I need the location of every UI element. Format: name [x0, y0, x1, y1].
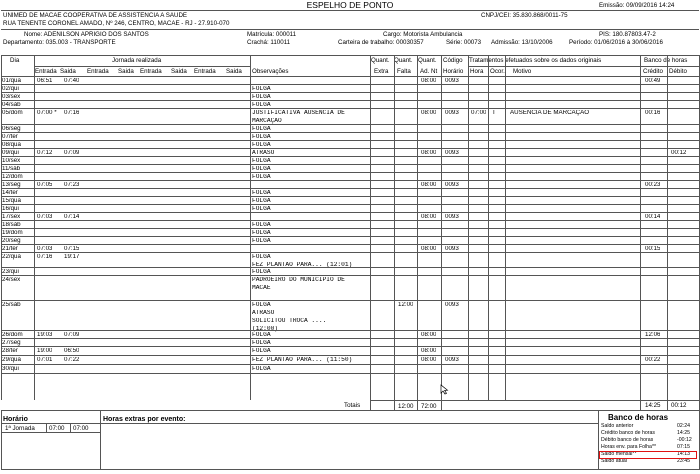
row-day: 19/dom: [2, 230, 23, 236]
row-day: 05/dom: [2, 110, 23, 116]
company-name: UNIMED DE MACAE COOPERATIVA DE ASSISTENCIA A SAUDE: [3, 12, 188, 19]
employee-cargo: Cargo: Motorista Ambulancia: [383, 31, 463, 38]
row-credito: 00:15: [645, 246, 661, 252]
document-title: ESPELHO DE PONTO: [306, 0, 394, 10]
row-saida: 07:23: [64, 182, 80, 188]
row-day: 17/sex: [2, 214, 21, 220]
row-observacao: FOLGA: [252, 198, 271, 204]
row-credito: 00:23: [645, 182, 661, 188]
col-tratamentos: Tratamentos efetuados sobre os dados originais: [469, 57, 602, 64]
banco-horas-title: Banco de horas: [608, 413, 669, 422]
row-day: 11/sáb: [2, 166, 21, 172]
employee-serie: Série: 00073: [446, 39, 482, 46]
row-saida: 19:17: [64, 254, 80, 260]
col-dia: Dia: [10, 57, 20, 64]
row-observacao: FOLGA: [252, 94, 271, 100]
employee-department: Departamento: 035.003 - TRANSPORTE: [3, 39, 116, 46]
banco-item-label: Saldo mensal**: [601, 451, 637, 457]
totals-falta: 12:00: [398, 403, 414, 410]
totals-debito: 00:12: [671, 402, 687, 409]
row-saida: 07:14: [64, 214, 80, 220]
row-motivo: AUSENCIA DE MARCAÇÃO: [510, 110, 590, 116]
row-adnt: 08:00: [421, 214, 437, 220]
row-observacao: JUSTIFICATIVA AUSENCIA DE: [252, 110, 345, 116]
row-observacao: FOLGA: [252, 332, 271, 338]
col-debito: Débito: [669, 68, 687, 75]
row-credito: 00:22: [645, 357, 661, 363]
employee-pis: PIS: 180.87803.47-2: [599, 31, 656, 38]
row-codigo: 0093: [445, 357, 459, 363]
row-day: 14/ter: [2, 190, 18, 196]
banco-item-value: -00:12: [677, 437, 692, 443]
horario-title: Horário: [3, 416, 28, 423]
row-falta: 12:00: [398, 302, 414, 308]
totals-adnt: 72:00: [421, 403, 437, 410]
row-day: 23/qui: [2, 269, 19, 275]
col-codigo: Código: [443, 57, 463, 64]
banco-item-label: Saldo atual: [601, 458, 627, 464]
col-credito: Crédito: [643, 68, 663, 75]
row-codigo: 0093: [445, 78, 459, 84]
company-address: RUA TENENTE CORONEL AMADO, Nº 246, CENTRO, MACAE - RJ - 27.910-070: [3, 20, 230, 27]
col-adnt: Ad. Nt: [420, 68, 438, 75]
row-observacao: FOLGA: [252, 158, 271, 164]
row-observacao: FOLGA: [252, 254, 271, 260]
row-observacao: FOLGA: [252, 126, 271, 132]
employee-periodo: Período: 01/06/2016 à 30/06/2016: [569, 39, 663, 46]
row-saida: 06:50: [64, 348, 80, 354]
row-adnt: 08:00: [421, 150, 437, 156]
row-adnt: 08:00: [421, 182, 437, 188]
col-quant-adnt-1: Quant.: [418, 57, 437, 64]
col-quant-extra-1: Quant.: [371, 57, 390, 64]
col-observacoes: Observações: [252, 68, 289, 75]
row-day: 28/ter: [2, 348, 18, 354]
banco-item-value: 14:13: [677, 451, 690, 457]
row-codigo: 0093: [445, 302, 459, 308]
mouse-cursor-icon: [440, 384, 450, 395]
row-observacao: FOLGA: [252, 206, 271, 212]
row-observacao: FOLGA: [252, 222, 271, 228]
row-day: 03/sex: [2, 94, 21, 100]
row-observacao: FEZ PLANTAO PARA... (12:01): [252, 262, 353, 268]
row-observacao: FOLGA: [252, 230, 271, 236]
row-hora: 07:00: [471, 110, 487, 116]
row-observacao: FOLGA: [252, 142, 271, 148]
row-observacao: FOLGA: [252, 348, 271, 354]
row-adnt: 08:00: [421, 332, 437, 338]
row-entrada: 07:01: [37, 357, 53, 363]
jornada-out: 07:00: [73, 425, 89, 432]
row-day: 27/seg: [2, 340, 21, 346]
row-debito: 00:12: [671, 150, 687, 156]
col-entrada-2: Entrada: [87, 68, 109, 75]
col-saida-3: Saida: [171, 68, 187, 75]
row-observacao: FOLGA: [252, 86, 271, 92]
row-observacao: MACAE: [252, 285, 271, 291]
employee-cracha: Crachá: 110011: [247, 39, 291, 46]
row-observacao: FOLGA: [252, 238, 271, 244]
col-saida-2: Saida: [118, 68, 134, 75]
banco-item-label: Horas env. para Folha**: [601, 444, 656, 450]
row-saida: 07:09: [64, 332, 80, 338]
row-entrada: 07:12: [37, 150, 53, 156]
row-saida: 07:16: [64, 110, 80, 116]
row-observacao: ATRASO: [252, 150, 275, 156]
row-saida: 07:22: [64, 357, 80, 363]
row-entrada: 07:03: [37, 246, 53, 252]
row-codigo: 0093: [445, 110, 459, 116]
col-entrada-1: Entrada: [35, 68, 57, 75]
col-banco: Banco de horas: [644, 57, 688, 64]
row-day: 13/seg: [2, 182, 21, 188]
row-day: 08/qua: [2, 142, 21, 148]
row-observacao: FOLGA: [252, 340, 271, 346]
row-day: 30/qui: [2, 366, 19, 372]
row-adnt: 08:00: [421, 110, 437, 116]
row-entrada: 07:03: [37, 214, 53, 220]
row-observacao: FOLGA: [252, 269, 271, 275]
banco-item-label: Saldo anterior: [601, 423, 634, 429]
row-entrada: 19:03: [37, 332, 53, 338]
row-entrada: 07:05: [37, 182, 53, 188]
row-entrada: 07:16: [37, 254, 53, 260]
row-adnt: 08:00: [421, 348, 437, 354]
row-day: 02/qui: [2, 86, 19, 92]
row-day: 07/ter: [2, 134, 18, 140]
row-day: 21/ter: [2, 246, 18, 252]
row-entrada: 19:00: [37, 348, 53, 354]
row-day: 29/qua: [2, 357, 21, 363]
col-ocor: Ocor.: [490, 68, 505, 75]
row-day: 16/qui: [2, 206, 19, 212]
row-day: 15/qua: [2, 198, 21, 204]
row-observacao: FOLGA: [252, 302, 271, 308]
col-saida-1: Saida: [60, 68, 76, 75]
row-adnt: 08:00: [421, 78, 437, 84]
totals-credito: 14:25: [645, 402, 661, 409]
row-observacao: PADROEIRO DO MUNICIPIO DE: [252, 277, 345, 283]
row-observacao: ATRASO: [252, 310, 275, 316]
row-observacao: FEZ PLANTAO PARA... (11:50): [252, 357, 353, 363]
banco-item-label: Crédito banco de horas: [601, 430, 655, 436]
row-observacao: FOLGA: [252, 366, 271, 372]
emission-date: Emissão: 09/09/2016 14:24: [599, 2, 675, 9]
col-horario: Horário: [443, 68, 464, 75]
row-day: 09/qui: [2, 150, 19, 156]
banco-item-value: 07:15: [677, 444, 690, 450]
row-observacao: FOLGA: [252, 102, 271, 108]
banco-item-value: 02:24: [677, 423, 690, 429]
row-day: 10/sex: [2, 158, 21, 164]
row-day: 06/seg: [2, 126, 21, 132]
horas-extras-title: Horas extras por evento:: [103, 416, 186, 423]
row-day: 25/sáb: [2, 302, 21, 308]
col-saida-4: Saida: [226, 68, 242, 75]
col-jornada: Jornada realizada: [112, 57, 162, 64]
row-day: 24/sex: [2, 277, 21, 283]
row-day: 18/sáb: [2, 222, 21, 228]
row-credito: 00:16: [645, 110, 661, 116]
employee-name: Nome: ADENILSON APRIGIO DOS SANTOS: [24, 31, 149, 38]
employee-admissao: Admissão: 13/10/2006: [491, 39, 553, 46]
row-codigo: 0093: [445, 246, 459, 252]
col-motivo: Motivo: [513, 68, 532, 75]
row-codigo: 0093: [445, 182, 459, 188]
totals-label: Totais: [344, 402, 361, 409]
row-day: 04/sáb: [2, 102, 21, 108]
row-day: 12/dom: [2, 174, 23, 180]
row-entrada: 07:00 *: [37, 110, 57, 116]
row-observacao: FOLGA: [252, 174, 271, 180]
row-adnt: 08:00: [421, 357, 437, 363]
row-day: 26/dom: [2, 332, 23, 338]
banco-item-value: 23:45: [677, 458, 690, 464]
jornada-label: 1ª Jornada: [5, 425, 35, 432]
saldo-mensal-highlight: [599, 451, 697, 459]
row-codigo: 0093: [445, 214, 459, 220]
row-observacao: FOLGA: [252, 190, 271, 196]
row-observacao: (12:00): [252, 326, 278, 332]
col-falta: Falta: [397, 68, 411, 75]
employee-carteira: Carteira de trabalho: 00030357: [338, 39, 424, 46]
col-quant-falta-1: Quant.: [394, 57, 413, 64]
col-entrada-3: Entrada: [140, 68, 162, 75]
row-observacao: FOLGA: [252, 166, 271, 172]
row-saida: 07:15: [64, 246, 80, 252]
col-hora: Hora: [470, 68, 484, 75]
row-entrada: 06:51: [37, 78, 53, 84]
company-cnpj: CNPJ/CEI: 35.830.868/0011-75: [481, 12, 568, 19]
row-ocor: I: [493, 110, 495, 116]
employee-matricula: Matrícula: 000011: [247, 31, 297, 38]
jornada-in: 07:00: [49, 425, 65, 432]
row-observacao: MARCAÇÃO: [252, 118, 282, 124]
row-codigo: 0093: [445, 150, 459, 156]
row-credito: 12:06: [645, 332, 661, 338]
row-credito: 00:14: [645, 214, 661, 220]
col-entrada-4: Entrada: [194, 68, 216, 75]
row-day: 01/qua: [2, 78, 21, 84]
row-saida: 07:40: [64, 78, 80, 84]
row-observacao: FOLGA: [252, 134, 271, 140]
banco-item-value: 14:25: [677, 430, 690, 436]
col-extra: Extra: [374, 68, 389, 75]
banco-item-label: Débito banco de horas: [601, 437, 654, 443]
row-day: 22/qua: [2, 254, 21, 260]
row-observacao: SOLICITOU TROCA ....: [252, 318, 327, 324]
row-adnt: 08:00: [421, 246, 437, 252]
row-credito: 00:49: [645, 78, 661, 84]
row-day: 20/seg: [2, 238, 21, 244]
row-saida: 07:09: [64, 150, 80, 156]
